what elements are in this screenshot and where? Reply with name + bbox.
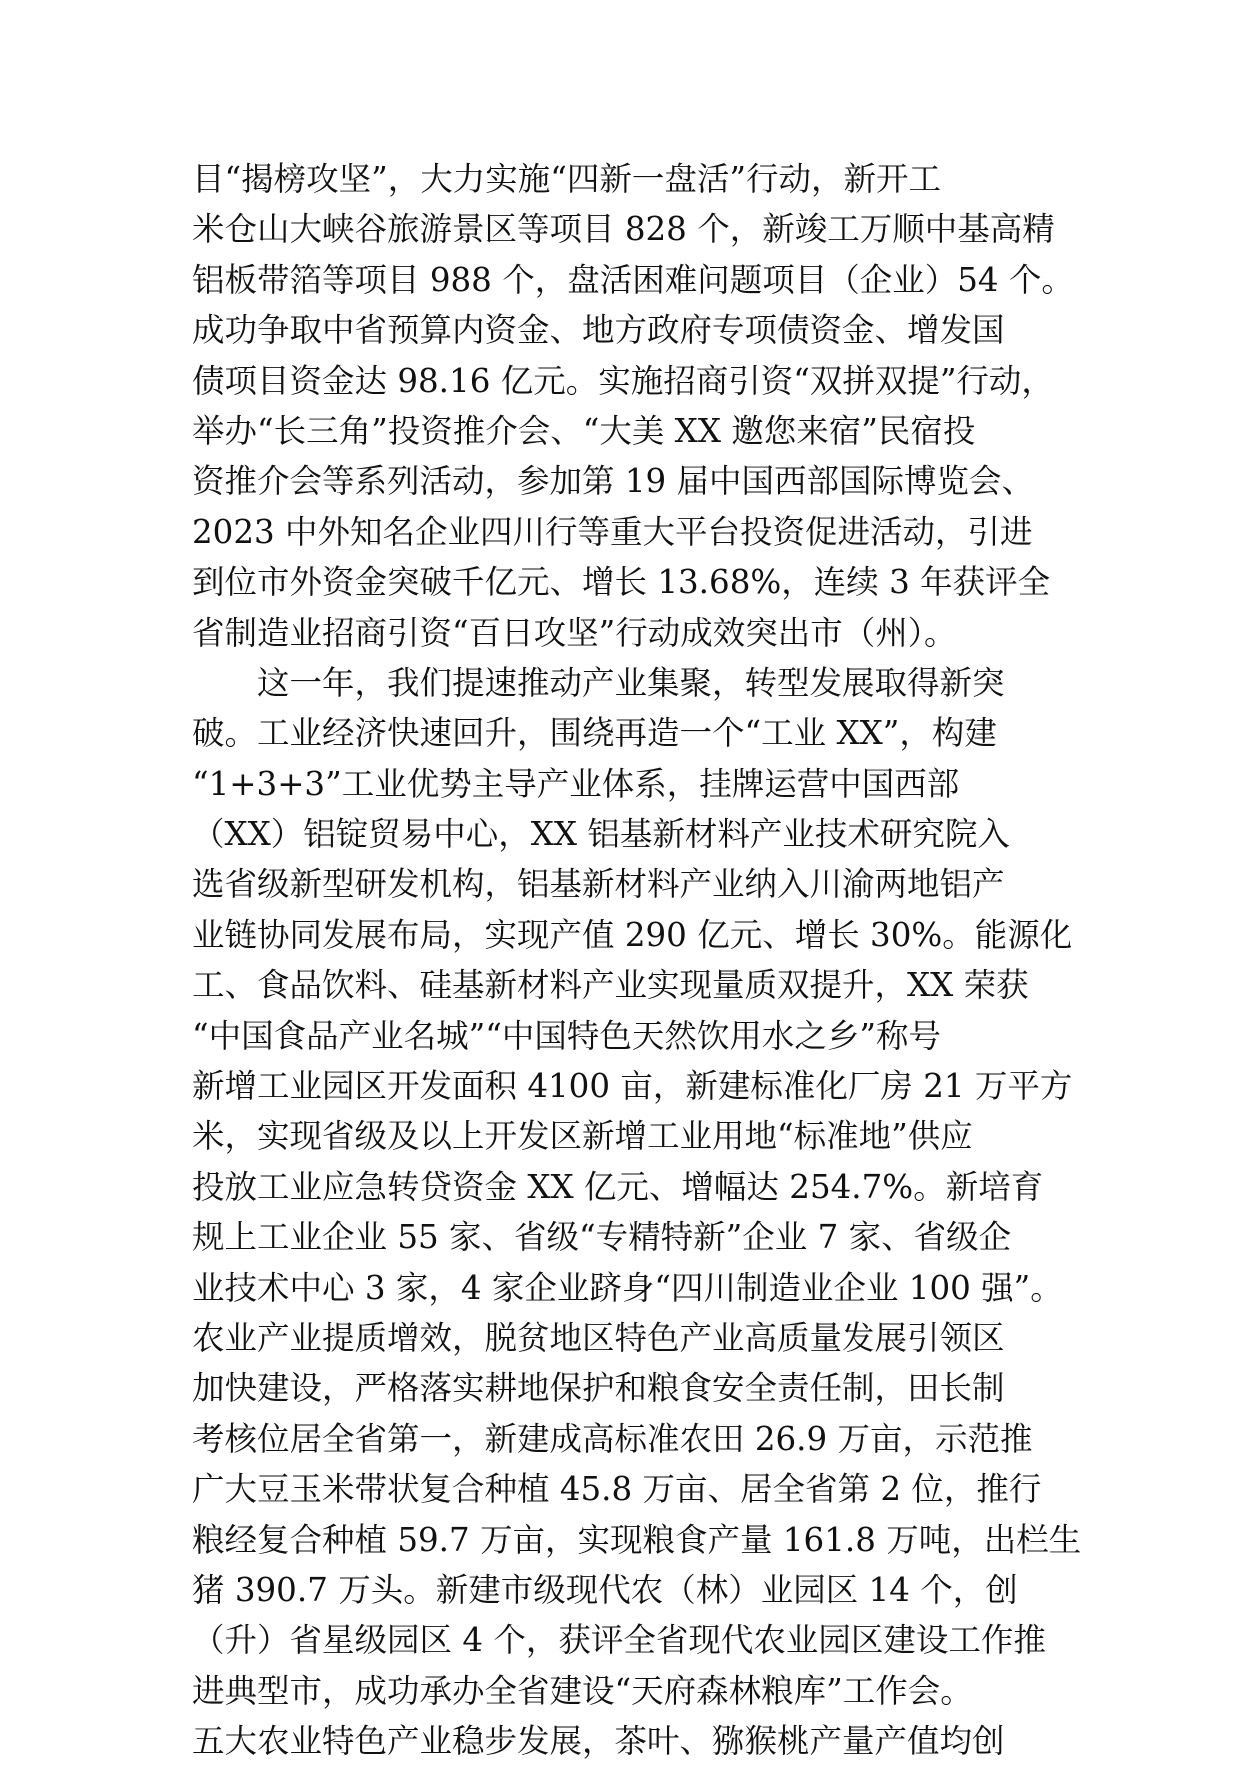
text-line: （XX）铝锭贸易中心，XX 铝基新材料产业技术研究院入	[192, 815, 1010, 854]
text-line: 考核位居全省第一，新建成高标准农田 26.9 万亩，示范推	[192, 1419, 1033, 1458]
text-line: 业链协同发展布局，实现产值 290 亿元、增长 30%。能源化	[192, 915, 1073, 954]
text-line: 业技术中心 3 家，4 家企业跻身“四川制造业企业 100 强”。	[192, 1268, 1063, 1307]
text-line: 粮经复合种植 59.7 万亩，实现粮食产量 161.8 万吨，出栏生	[192, 1520, 1082, 1559]
text-line: 米，实现省级及以上开发区新增工业用地“标准地”供应	[192, 1117, 973, 1156]
text-line: 资推介会等系列活动，参加第 19 届中国西部国际博览会、	[192, 462, 1035, 501]
text-line: 加快建设，严格落实耕地保护和粮食安全责任制，田长制	[192, 1369, 1005, 1408]
text-line: 省制造业招商引资“百日攻坚”行动成效突出市（州）。	[192, 613, 957, 652]
text-line: 五大农业特色产业稳步发展，茶叶、猕猴桃产量产值均创	[192, 1722, 1005, 1761]
text-line: 目“揭榜攻坚”，大力实施“四新一盘活”行动，新开工	[192, 160, 941, 198]
text-line: 这一年，我们提速推动产业集聚，转型发展取得新突	[192, 663, 1005, 702]
text-line: 工、食品饮料、硅基新材料产业实现量质双提升，XX 荣获	[192, 966, 1029, 1005]
text-line: 广大豆玉米带状复合种植 45.8 万亩、居全省第 2 位，推行	[192, 1470, 1042, 1509]
text-line: 选省级新型研发机构，铝基新材料产业纳入川渝两地铝产	[192, 865, 1005, 904]
text-line: 新增工业园区开发面积 4100 亩，新建标准化厂房 21 万平方	[192, 1067, 1073, 1106]
text-line: 进典型市，成功承办全省建设“天府森林粮库”工作会。	[192, 1671, 973, 1710]
body-text	[192, 154, 1092, 1767]
text-line: “1+3+3”工业优势主导产业体系，挂牌运营中国西部	[192, 764, 960, 803]
text-line: 米仓山大峡谷旅游景区等项目 828 个，新竣工万顺中基高精	[192, 210, 1055, 249]
text-line: 破。工业经济快速回升，围绕再造一个“工业 XX”，构建	[192, 714, 997, 753]
text-line: 规上工业企业 55 家、省级“专精特新”企业 7 家、省级企	[192, 1218, 1012, 1257]
text-line: “中国食品产业名城”“中国特色天然饮用水之乡”称号	[192, 1016, 941, 1055]
text-line: 2023 中外知名企业四川行等重大平台投资促进活动，引进	[192, 512, 1033, 551]
text-line: （升）省星级园区 4 个，获评全省现代农业园区建设工作推	[192, 1621, 1046, 1660]
text-line: 投放工业应急转贷资金 XX 亿元、增幅达 254.7%。新培育	[192, 1167, 1044, 1206]
text-line: 成功争取中省预算内资金、地方政府专项债资金、增发国	[192, 311, 1005, 350]
text-line: 铝板带箔等项目 988 个，盘活困难问题项目（企业）54 个。	[192, 260, 1074, 299]
text-line: 债项目资金达 98.16 亿元。实施招商引资“双拼双提”行动，	[192, 361, 1054, 400]
text-line: 到位市外资金突破千亿元、增长 13.68%，连续 3 年获评全	[192, 563, 1051, 602]
text-line: 举办“长三角”投资推介会、“大美 XX 邀您来宿”民宿投	[192, 411, 976, 450]
text-line: 猪 390.7 万头。新建市级现代农（林）业园区 14 个，创	[192, 1570, 1018, 1609]
text-line: 农业产业提质增效，脱贫地区特色产业高质量发展引领区	[192, 1318, 1005, 1357]
